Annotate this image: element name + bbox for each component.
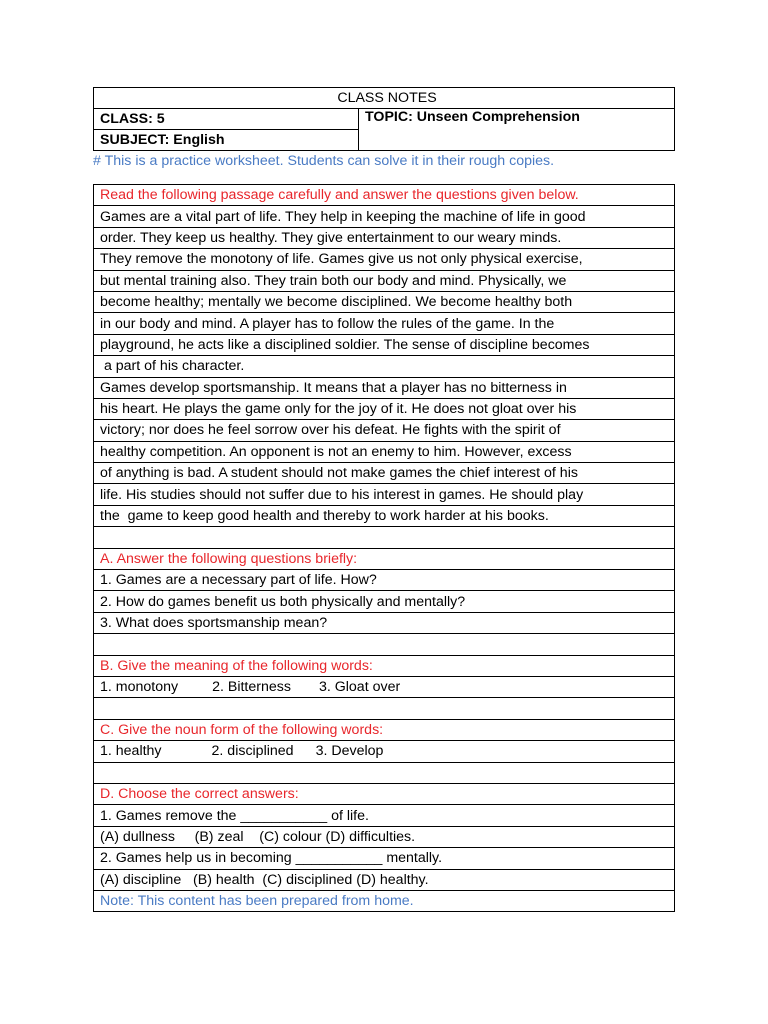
passage-line: in our body and mind. A player has to follow the rules of the game. In the xyxy=(94,313,675,334)
subject-label: SUBJECT: English xyxy=(94,130,359,151)
passage-line: a part of his character. xyxy=(94,356,675,377)
passage-line: but mental training also. They train both our body and mind. Physically, we xyxy=(94,270,675,291)
instruction: Read the following passage carefully and answer the questions given below. xyxy=(94,185,675,206)
class-label: CLASS: 5 xyxy=(94,109,359,130)
passage-line: order. They keep us healthy. They give entertainment to our weary minds. xyxy=(94,227,675,248)
section-d-heading: D. Choose the correct answers: xyxy=(94,783,675,804)
blank-row xyxy=(94,698,675,719)
topic-label: TOPIC: Unseen Comprehension xyxy=(359,109,675,151)
passage-line: life. His studies should not suffer due to his interest in games. He should play xyxy=(94,484,675,505)
blank-row xyxy=(94,527,675,548)
word-item: 2. disciplined xyxy=(211,743,294,760)
section-c-heading: C. Give the noun form of the following words: xyxy=(94,719,675,740)
passage-line: Games develop sportsmanship. It means that a player has no bitterness in xyxy=(94,377,675,398)
word-item: 2. Bitterness xyxy=(212,679,291,696)
blank-row xyxy=(94,634,675,655)
practice-note: # This is a practice worksheet. Students can solve it in their rough copies. xyxy=(93,153,555,169)
blank-row xyxy=(94,762,675,783)
worksheet-table xyxy=(93,184,675,912)
question-item: 1. Games are a necessary part of life. How? xyxy=(94,570,675,591)
section-b-words xyxy=(94,676,675,697)
passage-line: Games are a vital part of life. They help in keeping the machine of life in good xyxy=(94,206,675,227)
section-c-words xyxy=(94,741,675,762)
mcq-line: (A) discipline (B) health (C) disciplined (D) healthy. xyxy=(94,869,675,890)
footer-note: Note: This content has been prepared from home. xyxy=(94,890,675,911)
passage-line: They remove the monotony of life. Games give us not only physical exercise, xyxy=(94,249,675,270)
passage-line: healthy competition. An opponent is not an enemy to him. However, excess xyxy=(94,441,675,462)
word-item: 3. Gloat over xyxy=(318,679,401,696)
word-item: 1. healthy xyxy=(100,743,162,760)
word-item: 1. monotony xyxy=(100,679,179,696)
passage-line: playground, he acts like a disciplined soldier. The sense of discipline becomes xyxy=(94,334,675,355)
mcq-line: 2. Games help us in becoming ___________ mentally. xyxy=(94,848,675,869)
passage-line: victory; nor does he feel sorrow over his defeat. He fights with the spirit of xyxy=(94,420,675,441)
word-item: 3. Develop xyxy=(315,743,384,760)
section-a-heading: A. Answer the following questions briefly: xyxy=(94,548,675,569)
question-item: 2. How do games benefit us both physically and mentally? xyxy=(94,591,675,612)
passage-line: become healthy; mentally we become disciplined. We become healthy both xyxy=(94,291,675,312)
header-table xyxy=(93,87,675,151)
mcq-line: (A) dullness (B) zeal (C) colour (D) difficulties. xyxy=(94,826,675,847)
section-b-heading: B. Give the meaning of the following words: xyxy=(94,655,675,676)
passage-line: of anything is bad. A student should not make games the chief interest of his xyxy=(94,463,675,484)
passage-line: his heart. He plays the game only for the joy of it. He does not gloat over his xyxy=(94,398,675,419)
class-notes-title: CLASS NOTES xyxy=(94,88,675,109)
passage-line: the game to keep good health and thereby to work harder at his books. xyxy=(94,505,675,526)
mcq-line: 1. Games remove the ___________ of life. xyxy=(94,805,675,826)
question-item: 3. What does sportsmanship mean? xyxy=(94,612,675,633)
